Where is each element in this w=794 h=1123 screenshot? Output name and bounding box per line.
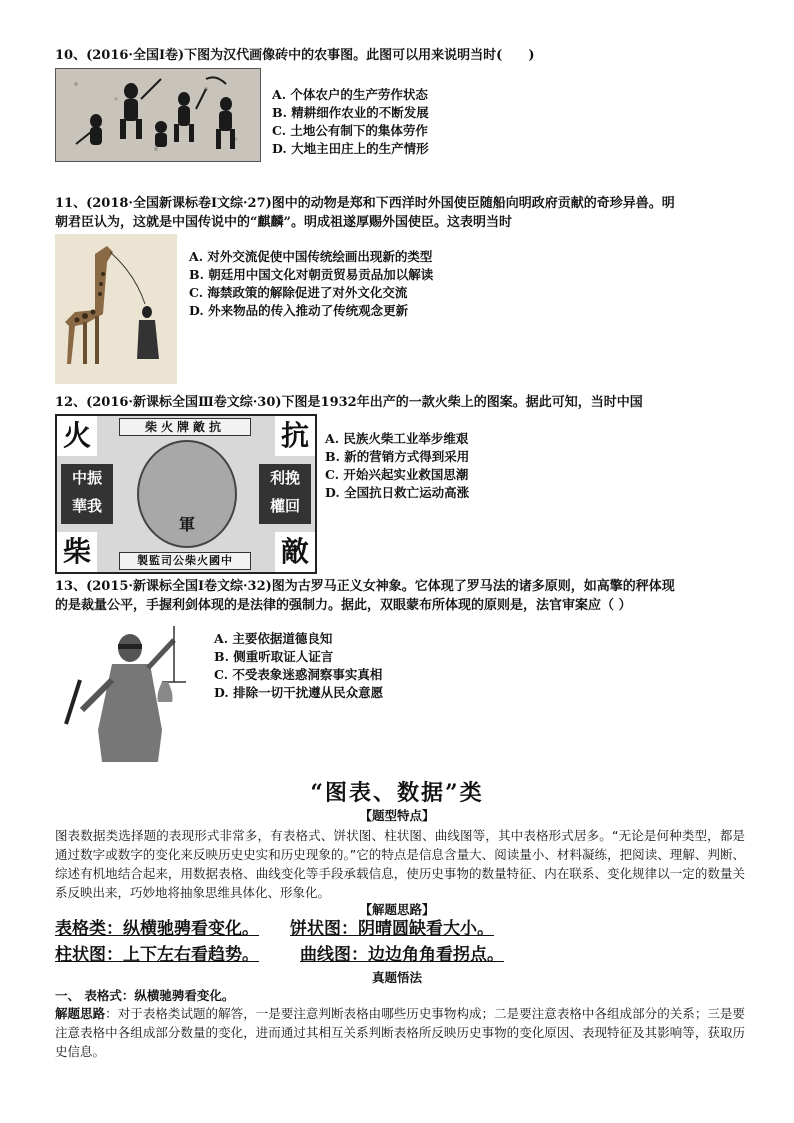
label-right-text-1: 利挽 — [269, 469, 300, 487]
label-corner-top-left: 火 — [57, 416, 97, 456]
tip-curve: 曲线图：边边角角看拐点。 — [300, 945, 504, 965]
justice-goddess-illustration — [62, 620, 190, 762]
label-left-panel — [61, 464, 113, 524]
tip-table: 表格类：纵横驰骋看变化。 — [55, 919, 259, 939]
matchbox-label-image — [55, 414, 317, 574]
question-11-stem-line2: 朝君臣认为，这就是中国传说中的“麒麟”。明成祖遂厚赐外国使臣。这表明当时 — [55, 215, 512, 230]
question-10-option-c: C. 土地公有制下的集体劳作 — [272, 123, 428, 138]
subsection-1-label: 解题思路 — [55, 1006, 106, 1021]
label-left-text-2: 華我 — [71, 497, 102, 515]
subsection-1-heading: 一、 表格式：纵横驰骋看变化。 — [55, 988, 235, 1003]
label-top-banner: 柴火牌敵抗 — [119, 418, 251, 436]
question-13-option-a: A. 主要依据道德良知 — [214, 631, 333, 646]
question-13-option-c: C. 不受表象迷惑洞察事实真相 — [214, 667, 383, 682]
label-left-text-1: 中振 — [71, 469, 102, 487]
question-11-option-c: C. 海禁政策的解除促进了对外文化交流 — [189, 285, 408, 300]
label-corner-top-right: 抗 — [275, 416, 315, 456]
question-10-option-a: A. 个体农户的生产劳作状态 — [272, 87, 428, 102]
tip-bar: 柱状图：上下左右看趋势。 — [55, 945, 259, 965]
question-13-option-d: D. 排除一切干扰遵从民众意愿 — [214, 685, 384, 700]
farming-scene-illustration — [56, 69, 260, 161]
examples-heading: 真题悟法 — [371, 970, 422, 985]
label-bottom-banner: 製監司公柴火國中 — [119, 552, 251, 570]
question-13-stem-line2: 的是裁量公平，手握利剑体现的是法律的强制力。据此，双眼蒙布所体现的原则是，法官审案应（ ） — [55, 598, 632, 613]
question-12-option-c: C. 开始兴起实业救国思潮 — [325, 467, 469, 482]
question-12-option-d: D. 全国抗日救亡运动高涨 — [325, 485, 470, 500]
question-13-option-b: B. 侧重听取证人证言 — [214, 649, 334, 664]
label-corner-bottom-right: 敵 — [275, 532, 315, 572]
question-10-option-d: D. 大地主田庄上的生产情形 — [272, 141, 429, 156]
label-right-panel — [259, 464, 311, 524]
label-corner-bottom-left: 柴 — [57, 532, 97, 572]
question-12-option-b: B. 新的营销方式得到采用 — [325, 449, 470, 464]
question-12-stem: 12、(2016·新课标全国Ⅲ卷文综·30)下图是1932年出产的一款火柴上的图案。据此可知，当时中国 — [55, 395, 643, 410]
question-11-option-d: D. 外来物品的传入推动了传统观念更新 — [189, 303, 409, 318]
question-11-stem-line1: 11、(2018·全国新课标卷Ⅰ文综·27)图中的动物是郑和下西洋时外国使臣随船向明政府贡献的奇珍异兽。明 — [55, 196, 675, 211]
approach-heading: 【解题思路】 — [359, 902, 435, 917]
question-11-option-b: B. 朝廷用中国文化对朝贡贸易贡品加以解读 — [189, 267, 434, 282]
subsection-1-text: ：对于表格类试题的解答，一是要注意判断表格由哪些历史事物构成；二是要注意表格中各组成部分的关系；三是要注意表格中各组成部分数量的变化，进而通过其相互关系判断表格所反映历史事物的变化原因、表现特征及其影响等，获取历史信息。 — [55, 1006, 745, 1059]
label-center-char: 軍 — [178, 515, 195, 534]
giraffe-painting-image — [55, 234, 177, 384]
question-10-stem: 10、(2016·全国Ⅰ卷)下图为汉代画像砖中的农事图。此图可以用来说明当时( ) — [55, 48, 535, 63]
han-brick-farming-image — [55, 68, 261, 162]
feature-heading: 【题型特点】 — [359, 808, 435, 823]
subsection-1-paragraph — [55, 1004, 745, 1061]
question-13-stem-line1: 13、(2015·新课标全国Ⅰ卷文综·32)图为古罗马正义女神象。它体现了罗马法的诸多原则，如高擎的秤体现 — [55, 579, 675, 594]
tip-pie: 饼状图：阴晴圆缺看大小。 — [290, 919, 494, 939]
feature-paragraph: 图表数据类选择题的表现形式非常多，有表格式、饼状图、柱状图、曲线图等，其中表格形式居多。“无论是何种类型，都是通过数字或数字的变化来反映历史史实和历史现象的。”它的特点是信息含量大、阅读量小、材料凝练，把阅读、理解、判断、综述有机地结合起来，用数据表格、曲线变化等手段承载信息，使历史事物的数量特征、内在联系、变化规律以一定的数量关系反映出来，巧妙地将抽象思维具体化、形象化。 — [55, 828, 745, 900]
question-11-option-a: A. 对外交流促使中国传统绘画出现新的类型 — [189, 249, 433, 264]
label-right-text-2: 權回 — [269, 497, 300, 515]
section-title: “图表、数据”类 — [310, 780, 484, 806]
question-10-option-b: B. 精耕细作农业的不断发展 — [272, 105, 429, 120]
label-center-globe — [137, 440, 237, 548]
giraffe-illustration — [55, 234, 177, 384]
justitia-statue-image — [62, 620, 190, 762]
question-12-option-a: A. 民族火柴工业举步维艰 — [325, 431, 469, 446]
